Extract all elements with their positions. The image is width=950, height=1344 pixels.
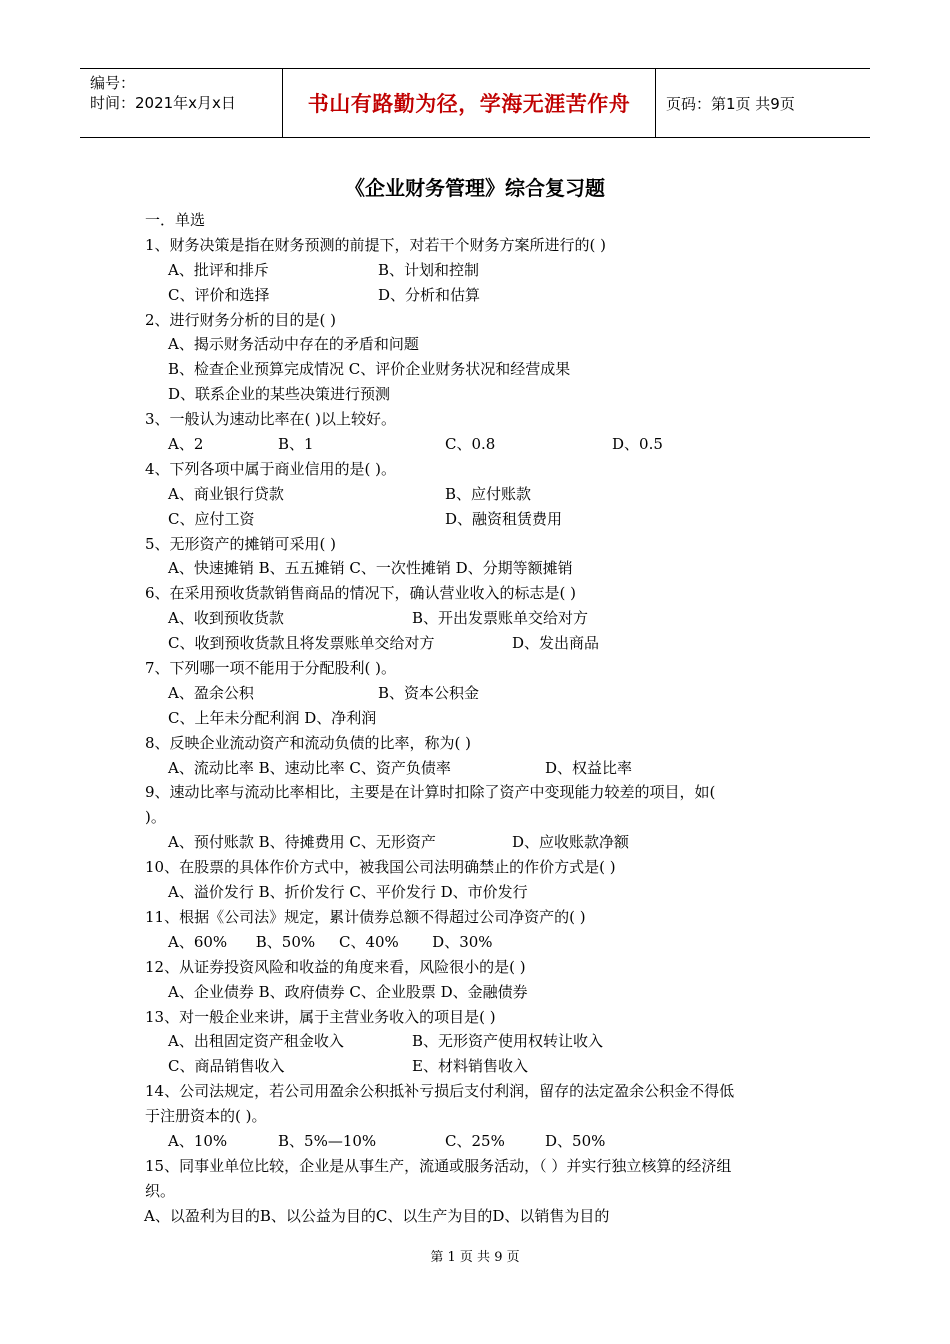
option: B、检查企业预算完成情况 C、评价企业财务状况和经营成果 [168, 360, 571, 379]
option-row [145, 507, 815, 532]
question-stem: 15、同事业单位比较，企业是从事生产，流通或服务活动，（ ）并实行独立核算的经济组 [145, 1156, 732, 1175]
option: D、50% [545, 1131, 606, 1150]
document-title: 《企业财务管理》综合复习题 [345, 176, 605, 200]
option-row [145, 1029, 815, 1054]
option-row [145, 830, 815, 855]
header-meta [80, 69, 283, 137]
question-stem: 8、反映企业流动资产和流动负债的比率，称为( ) [145, 733, 472, 752]
question-list [145, 208, 815, 1229]
option: C、上年未分配利润 D、净利润 [168, 708, 377, 727]
question-stem: 2、进行财务分析的目的是( ) [145, 310, 337, 329]
option: C、商品销售收入 [168, 1057, 285, 1076]
option: D、联系企业的某些决策进行预测 [168, 385, 391, 404]
option-row [145, 482, 815, 507]
option: C、0.8 [445, 435, 496, 454]
option: C、评价和选择 [168, 285, 270, 304]
option-row [145, 432, 815, 457]
document-number-label: 编号： [90, 74, 136, 92]
option: A、预付账款 B、待摊费用 C、无形资产 [168, 833, 436, 852]
option: A、2 [168, 435, 204, 454]
option-row [145, 681, 815, 706]
option: B、1 [278, 435, 314, 454]
option: B、无形资产使用权转让收入 [412, 1032, 604, 1051]
question-stem: 3、一般认为速动比率在( )以上较好。 [145, 410, 397, 429]
option: A、批评和排斥 [168, 260, 269, 279]
option: A、溢价发行 B、折价发行 C、平价发行 D、市价发行 [168, 883, 528, 902]
option-row [145, 283, 815, 308]
question-stem: 9、速动比率与流动比率相比，主要是在计算时扣除了资产中变现能力较差的项目，如( [145, 783, 716, 802]
option: B、开出发票账单交给对方 [412, 609, 589, 628]
option: C、应付工资 [168, 509, 255, 528]
question-stem-continued: 织。 [145, 1181, 176, 1200]
header-page-label: 页码：第1页 共9页 [666, 94, 795, 113]
option: B、计划和控制 [378, 260, 480, 279]
question-stem-continued: )。 [145, 808, 166, 827]
header-motto: 书山有路勤为径，学海无涯苦作舟 [283, 69, 656, 137]
document-time-label: 时间：2021年x月x日 [90, 94, 236, 112]
option: C、25% [445, 1131, 505, 1150]
option: D、分析和估算 [378, 285, 481, 304]
option: D、发出商品 [512, 634, 600, 653]
option: A、收到预收货款 [168, 609, 284, 628]
option-row [145, 1054, 815, 1079]
option: D、融资租赁费用 [445, 509, 563, 528]
option: A、快速摊销 B、五五摊销 C、一次性摊销 D、分期等额摊销 [168, 559, 573, 578]
option: B、资本公积金 [378, 683, 480, 702]
question-stem: 5、无形资产的摊销可采用( ) [145, 534, 337, 553]
option: A、盈余公积 [168, 683, 254, 702]
option-row [145, 756, 815, 781]
page-header [80, 68, 870, 138]
option: A、揭示财务活动中存在的矛盾和问题 [168, 335, 419, 354]
option-row [145, 606, 815, 631]
option-row [145, 1129, 815, 1154]
option: C、收到预收货款且将发票账单交给对方 [168, 634, 435, 653]
option: B、5%—10% [278, 1131, 377, 1150]
question-stem: 13、对一般企业来讲，属于主营业务收入的项目是( ) [145, 1007, 496, 1026]
option: D、应收账款净额 [512, 833, 630, 852]
option: D、权益比率 [545, 758, 633, 777]
option-row [145, 258, 815, 283]
question-stem: 14、公司法规定，若公司用盈余公积抵补亏损后支付利润，留存的法定盈余公积金不得低 [145, 1082, 735, 1101]
question-stem: 1、财务决策是指在财务预测的前提下，对若干个财务方案所进行的( ) [145, 235, 607, 254]
option: A、商业银行贷款 [168, 484, 284, 503]
option-row [145, 631, 815, 656]
option-row: A、以盈利为目的B、以公益为目的C、以生产为目的D、以销售为目的 [144, 1206, 610, 1225]
question-stem: 7、下列哪一项不能用于分配股利( )。 [145, 659, 397, 678]
option: E、材料销售收入 [412, 1057, 528, 1076]
question-stem: 6、在采用预收货款销售商品的情况下，确认营业收入的标志是( ) [145, 584, 577, 603]
option: A、60% B、50% C、40% D、30% [168, 932, 493, 951]
question-stem: 4、下列各项中属于商业信用的是( )。 [145, 459, 397, 478]
section-heading: 一．单选 [145, 211, 206, 229]
option: A、流动比率 B、速动比率 C、资产负债率 [168, 758, 451, 777]
question-stem: 11、根据《公司法》规定，累计债券总额不得超过公司净资产的( ) [145, 907, 586, 926]
question-stem: 12、从证券投资风险和收益的角度来看，风险很小的是( ) [145, 957, 526, 976]
question-stem-continued: 于注册资本的( )。 [145, 1107, 267, 1126]
option: A、出租固定资产租金收入 [168, 1032, 344, 1051]
option: A、企业债券 B、政府债券 C、企业股票 D、金融债券 [168, 982, 528, 1001]
option: D、0.5 [612, 435, 663, 454]
option: B、应付账款 [445, 484, 532, 503]
question-stem: 10、在股票的具体作价方式中，被我国公司法明确禁止的作价方式是( ) [145, 858, 616, 877]
page-footer: 第 1 页 共 9 页 [430, 1250, 520, 1265]
option: A、10% [168, 1131, 228, 1150]
